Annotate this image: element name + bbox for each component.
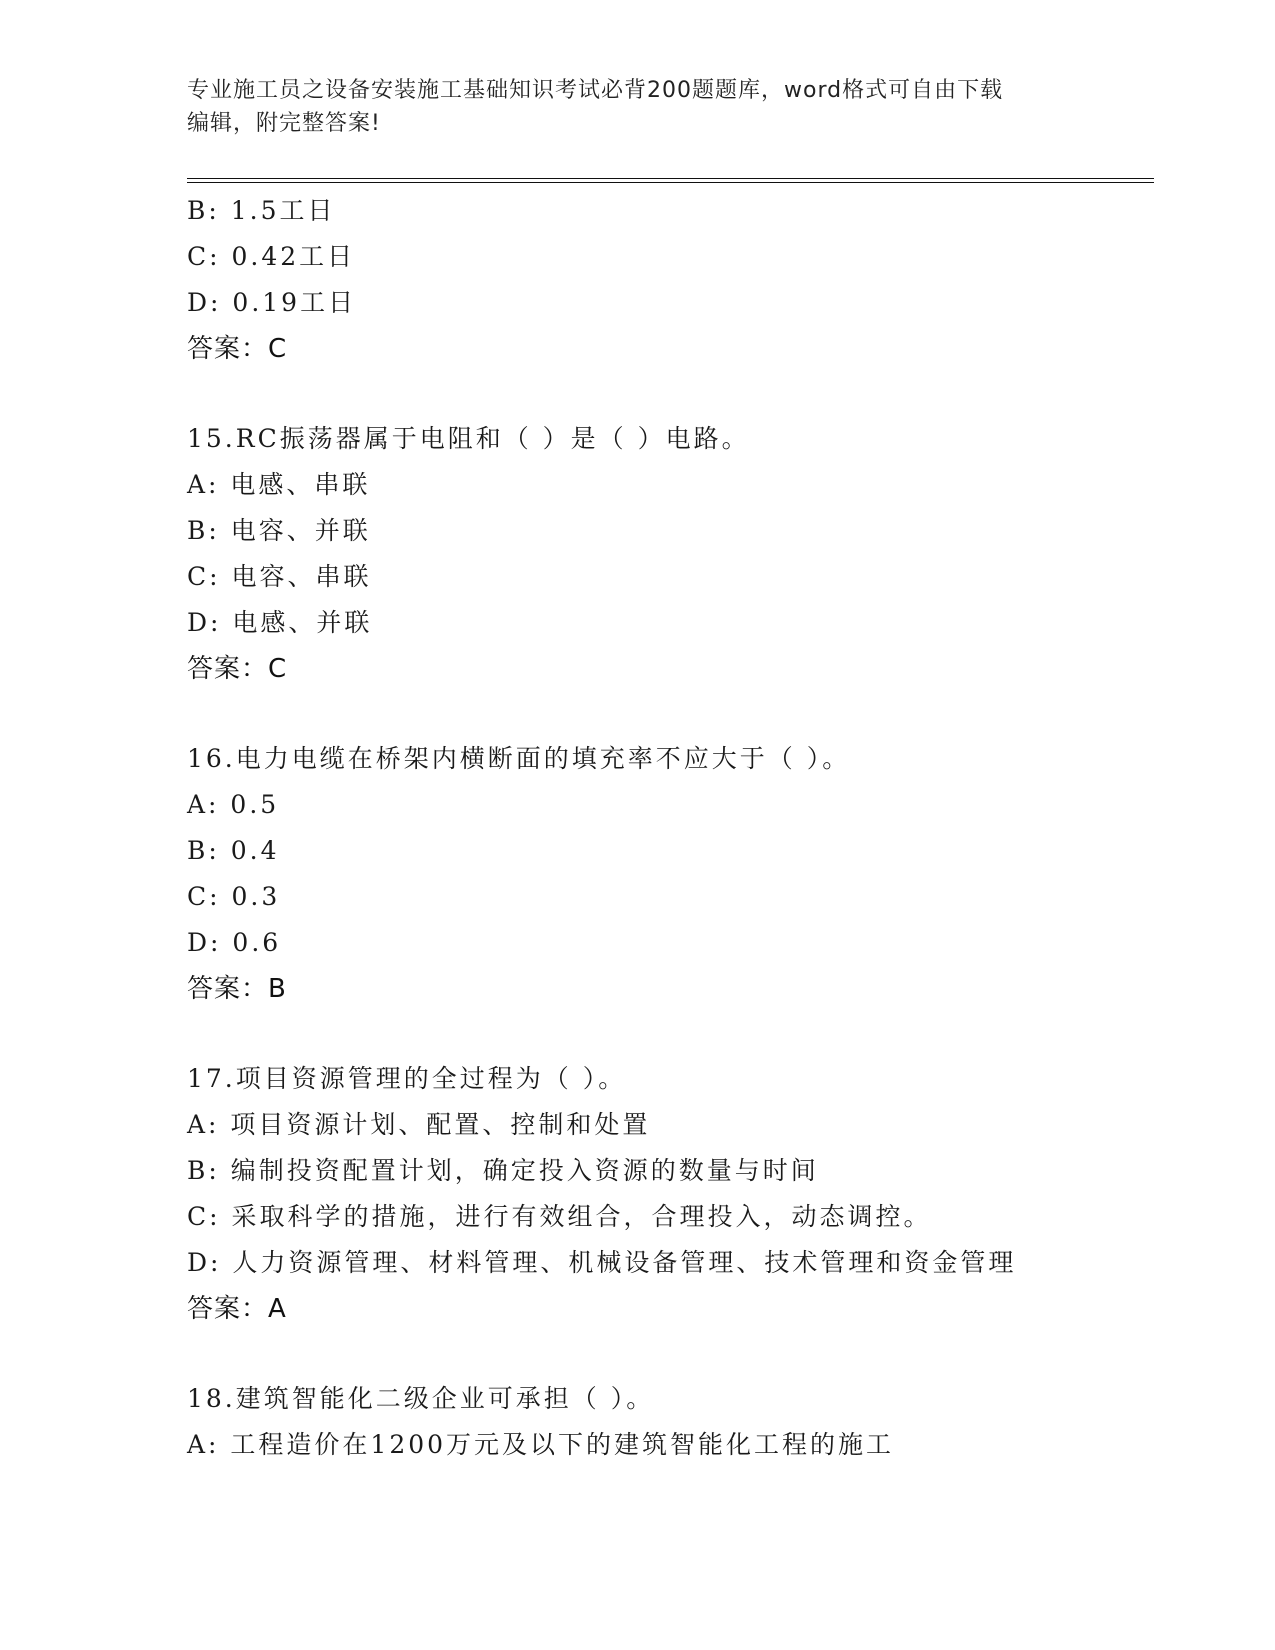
answer: 答案：B: [187, 974, 287, 1004]
answer: 答案：A: [187, 1294, 287, 1324]
question-content: [187, 188, 1147, 1468]
option-c: C: 采取科学的措施，进行有效组合，合理投入，动态调控。: [187, 1202, 932, 1231]
document-header: [187, 74, 1087, 140]
question-14-continued: [187, 188, 1147, 372]
option-b: B: 1.5工日: [187, 196, 336, 225]
header-divider: [187, 178, 1154, 183]
question-17: [187, 1056, 1147, 1332]
option-c: C: 0.3: [187, 882, 281, 911]
answer: 答案：C: [187, 654, 288, 684]
option-d: D: 电感、并联: [187, 608, 373, 637]
question-15: [187, 416, 1147, 692]
question-16: [187, 736, 1147, 1012]
option-d: D: 人力资源管理、材料管理、机械设备管理、技术管理和资金管理: [187, 1248, 1017, 1277]
spacer: [187, 372, 1147, 416]
header-title-line-1: 专业施工员之设备安装施工基础知识考试必背200题题库，word格式可自由下载: [187, 78, 1004, 103]
option-b: B: 编制投资配置计划，确定投入资源的数量与时间: [187, 1156, 819, 1185]
option-a: A: 电感、串联: [187, 470, 371, 499]
option-b: B: 0.4: [187, 836, 280, 865]
header-title-line-2: 编辑，附完整答案!: [187, 111, 381, 136]
spacer: [187, 1332, 1147, 1376]
option-d: D: 0.19工日: [187, 288, 357, 317]
question-stem: 16.电力电缆在桥架内横断面的填充率不应大于（ ）。: [187, 744, 851, 773]
answer: 答案：C: [187, 334, 288, 364]
spacer: [187, 1012, 1147, 1056]
option-a: A: 0.5: [187, 790, 280, 819]
option-a: A: 项目资源计划、配置、控制和处置: [187, 1110, 651, 1139]
question-18: [187, 1376, 1147, 1468]
option-b: B: 电容、并联: [187, 516, 371, 545]
question-stem: 18.建筑智能化二级企业可承担（ ）。: [187, 1384, 655, 1413]
question-stem: 17.项目资源管理的全过程为（ ）。: [187, 1064, 627, 1093]
option-d: D: 0.6: [187, 928, 282, 957]
option-c: C: 电容、串联: [187, 562, 372, 591]
option-c: C: 0.42工日: [187, 242, 356, 271]
question-stem: 15.RC振荡器属于电阻和（ ）是（ ）电路。: [187, 424, 750, 453]
option-a: A: 工程造价在1200万元及以下的建筑智能化工程的施工: [187, 1430, 895, 1459]
spacer: [187, 692, 1147, 736]
